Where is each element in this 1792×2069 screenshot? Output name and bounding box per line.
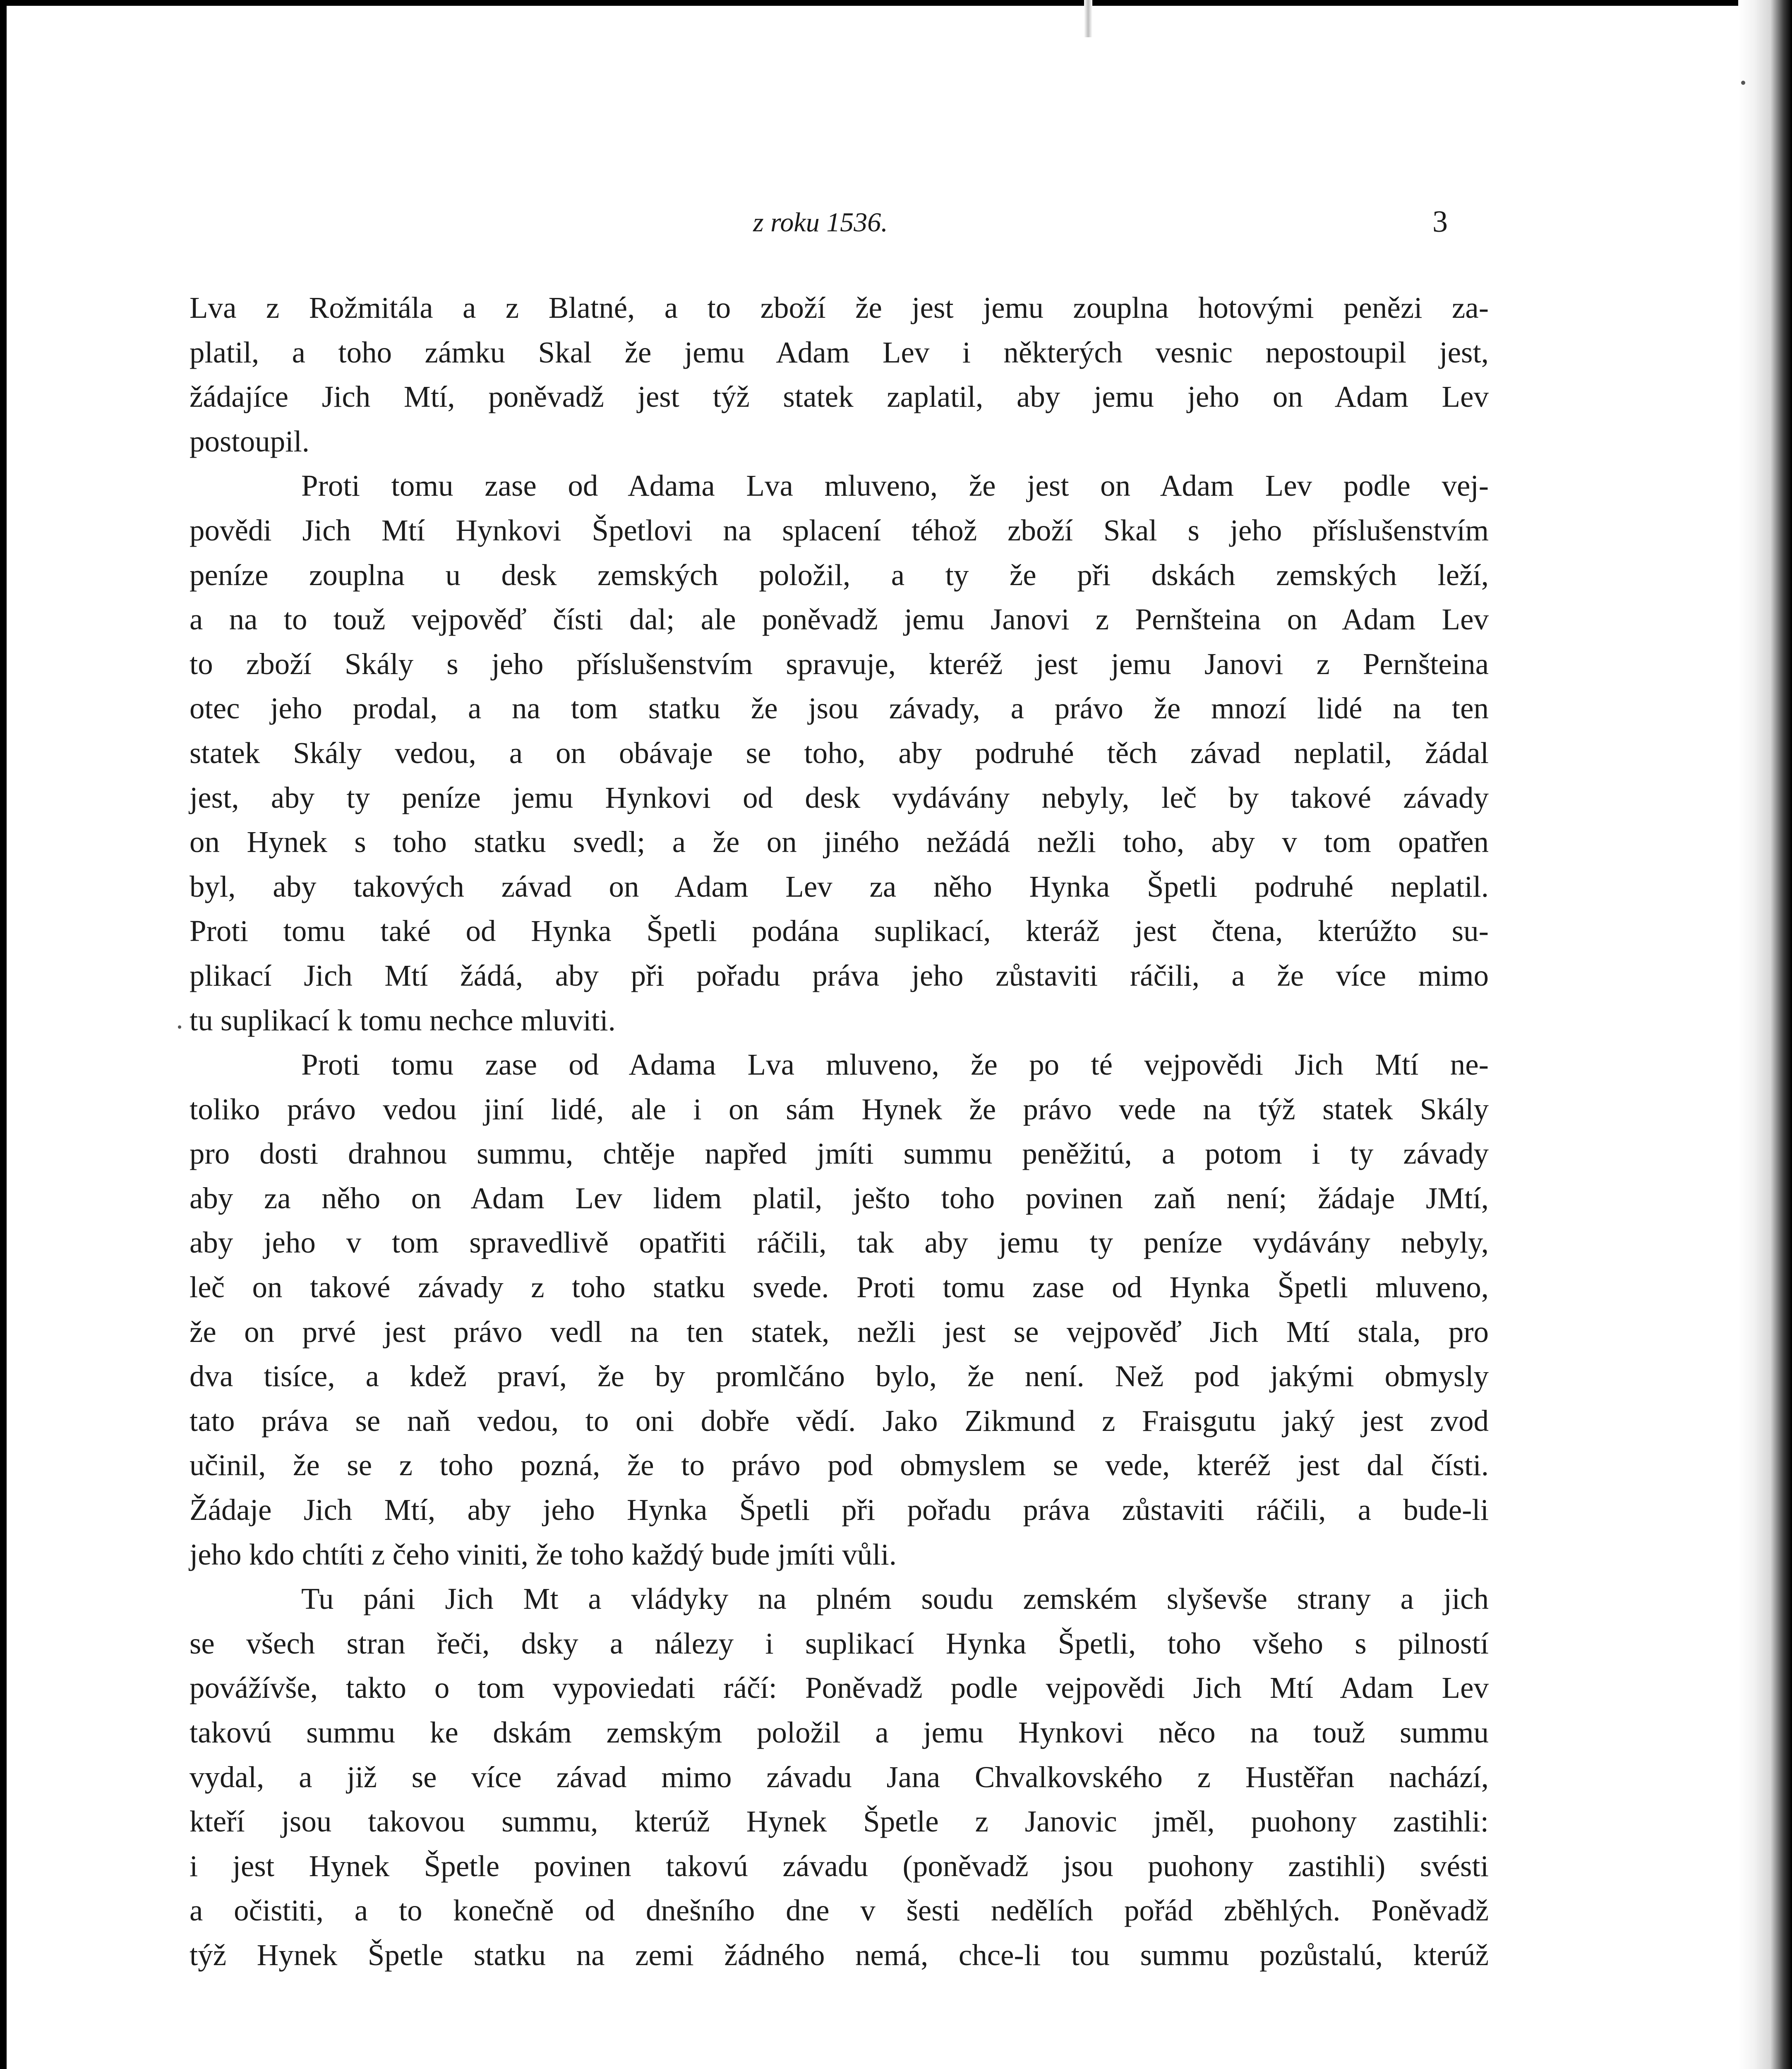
text-line: tu suplikací k tomu nechce mluviti. bbox=[190, 1003, 616, 1037]
text-line: toliko právo vedou jiní lidé, ale i on sám Hynek že právo vede na týž statek Skály bbox=[190, 1092, 1489, 1126]
text-line: Proti tomu také od Hynka Špetli podána suplikací, kteráž jest čtena, kterúžto su- bbox=[190, 914, 1489, 948]
text-line: pro dosti drahnou summu, chtěje napřed jmíti summu peněžitú, a potom i ty závady bbox=[190, 1137, 1489, 1171]
text-line: to zboží Skály s jeho příslušenstvím spravuje, kteréž jest jemu Janovi z Pernšteina bbox=[190, 647, 1489, 681]
running-header-title: z roku 1536. bbox=[753, 207, 888, 238]
text-line: leč on takové závady z toho statku svede. Proti tomu zase od Hynka Špetli mluveno, bbox=[190, 1270, 1489, 1304]
scan-border-top bbox=[0, 0, 1792, 6]
text-line: aby za něho on Adam Lev lidem platil, ješto toho povinen zaň není; žádaje JMtí, bbox=[190, 1181, 1489, 1215]
text-line: vydal, a již se více závad mimo závadu Jana Chvalkovského z Hustěřan nachází, bbox=[190, 1760, 1489, 1794]
text-line: platil, a toho zámku Skal že jemu Adam Lev i některých vesnic nepostoupil jest, bbox=[190, 335, 1489, 369]
text-line: učinil, že se z toho pozná, že to právo pod obmyslem se vede, kteréž jest dal čísti. bbox=[190, 1448, 1489, 1482]
text-line: takovú summu ke dskám zemským položil a jemu Hynkovi něco na touž summu bbox=[190, 1716, 1489, 1749]
text-line: žádajíce Jich Mtí, poněvadž jest týž statek zaplatil, aby jemu jeho on Adam Lev bbox=[190, 380, 1489, 414]
scan-fold-mark-top bbox=[1084, 0, 1092, 37]
scan-border-right bbox=[1738, 0, 1792, 2069]
text-line: peníze zouplna u desk zemských položil, a ty že při dskách zemských leží, bbox=[190, 558, 1489, 592]
text-line: Lva z Rožmitála a z Blatné, a to zboží že jest jemu zouplna hotovými penězi za- bbox=[190, 291, 1489, 324]
scan-border-left bbox=[0, 0, 7, 2069]
text-line: dva tisíce, a kdež praví, že by promlčáno bylo, že není. Než pod jakými obmysly bbox=[190, 1359, 1489, 1393]
text-line: Proti tomu zase od Adama Lva mluveno, že po té vejpovědi Jich Mtí ne- bbox=[301, 1048, 1489, 1082]
text-line: otec jeho prodal, a na tom statku že jsou závady, a právo že mnozí lidé na ten bbox=[190, 691, 1489, 725]
text-line: jeho kdo chtíti z čeho viniti, že toho každý bude jmíti vůli. bbox=[190, 1537, 897, 1571]
text-line: povědi Jich Mtí Hynkovi Špetlovi na splacení téhož zboží Skal s jeho příslušenstvím bbox=[190, 513, 1489, 547]
text-line: on Hynek s toho statku svedl; a že on jiného nežádá nežli toho, aby v tom opatřen bbox=[190, 825, 1489, 859]
text-line: aby jeho v tom spravedlivě opatřiti ráčili, tak aby jemu ty peníze vydávány nebyly, bbox=[190, 1226, 1489, 1260]
text-line: že on prvé jest právo vedl na ten statek, nežli jest se vejpověď Jich Mtí stala, pro bbox=[190, 1315, 1489, 1349]
text-line: povážívše, takto o tom vypoviedati ráčí: Poněvadž podle vejpovědi Jich Mtí Adam Lev bbox=[190, 1671, 1489, 1705]
text-line: plikací Jich Mtí žádá, aby při pořadu práva jeho zůstaviti ráčili, a že více mimo bbox=[190, 958, 1489, 992]
text-line: byl, aby takových závad on Adam Lev za něho Hynka Špetli podruhé neplatil. bbox=[190, 869, 1489, 903]
text-line: týž Hynek Špetle statku na zemi žádného nemá, chce-li tou summu pozůstalú, kterúž bbox=[190, 1938, 1489, 1972]
text-line: a očistiti, a to konečně od dnešního dne v šesti nedělích pořád zběhlých. Poněvadž bbox=[190, 1894, 1489, 1927]
text-line: i jest Hynek Špetle povinen takovú závadu (poněvadž jsou puohony zastihli) svésti bbox=[190, 1849, 1489, 1883]
scan-speck bbox=[1741, 81, 1745, 85]
scan-speck bbox=[178, 1025, 181, 1029]
text-line: a na to touž vejpověď čísti dal; ale poněvadž jemu Janovi z Pernšteina on Adam Lev bbox=[190, 602, 1489, 636]
body-text bbox=[190, 286, 1489, 1978]
text-line: se všech stran řeči, dsky a nálezy i suplikací Hynka Špetli, toho všeho s pilností bbox=[190, 1626, 1489, 1660]
text-line: Proti tomu zase od Adama Lva mluveno, že jest on Adam Lev podle vej- bbox=[301, 469, 1489, 503]
text-line: Žádaje Jich Mtí, aby jeho Hynka Špetli při pořadu práva zůstaviti ráčili, a bude-li bbox=[190, 1493, 1489, 1527]
text-line: kteří jsou takovou summu, kterúž Hynek Špetle z Janovic jměl, puohony zastihli: bbox=[190, 1805, 1489, 1839]
text-line: jest, aby ty peníze jemu Hynkovi od desk vydávány nebyly, leč by takové závady bbox=[190, 780, 1489, 814]
text-line: tato práva se naň vedou, to oni dobře vědí. Jako Zikmund z Fraisgutu jaký jest zvod bbox=[190, 1404, 1489, 1438]
page-number: 3 bbox=[1432, 205, 1448, 239]
text-line: postoupil. bbox=[190, 424, 310, 458]
text-line: statek Skály vedou, a on obávaje se toho, aby podruhé těch závad neplatil, žádal bbox=[190, 736, 1489, 770]
text-line: Tu páni Jich Mt a vládyky na plném soudu zemském slyševše strany a jich bbox=[301, 1582, 1489, 1616]
